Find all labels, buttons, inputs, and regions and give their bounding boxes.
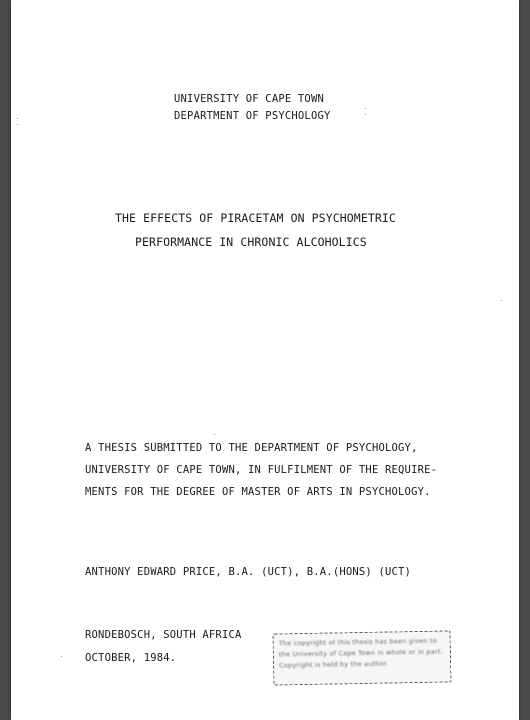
thesis-statement-line-3: MENTS FOR THE DEGREE OF MASTER OF ARTS IN PSYCHOLOGY. <box>85 486 431 498</box>
thesis-statement-line-2: UNIVERSITY OF CAPE TOWN, IN FULFILMENT OF THE REQUIRE- <box>85 464 438 476</box>
scan-speck <box>17 118 18 119</box>
thesis-title-line-2: PERFORMANCE IN CHRONIC ALCOHOLICS <box>135 235 367 249</box>
scan-speck <box>61 656 62 657</box>
copyright-stamp <box>273 630 452 685</box>
document-page <box>11 0 519 720</box>
department-name: DEPARTMENT OF PSYCHOLOGY <box>174 110 331 122</box>
thesis-title-line-1: THE EFFECTS OF PIRACETAM ON PSYCHOMETRIC <box>115 211 396 225</box>
thesis-statement-line-1: A THESIS SUBMITTED TO THE DEPARTMENT OF PSYCHOLOGY, <box>85 442 418 454</box>
university-name: UNIVERSITY OF CAPE TOWN <box>174 93 324 105</box>
author-credentials: ANTHONY EDWARD PRICE, B.A. (UCT), B.A.(HONS) (UCT) <box>85 566 412 578</box>
place-of-submission: RONDEBOSCH, SOUTH AFRICA <box>85 629 242 641</box>
scan-speck <box>501 300 502 301</box>
submission-date: OCTOBER, 1984. <box>85 652 177 664</box>
scan-speck <box>17 124 18 125</box>
scan-speck <box>214 434 215 435</box>
scan-speck <box>365 108 366 109</box>
copyright-stamp-text: The copyright of this thesis has been given to the University of Cape Town in whole or in part. Copyright is held by the author. <box>278 636 443 670</box>
scan-speck <box>365 114 366 115</box>
